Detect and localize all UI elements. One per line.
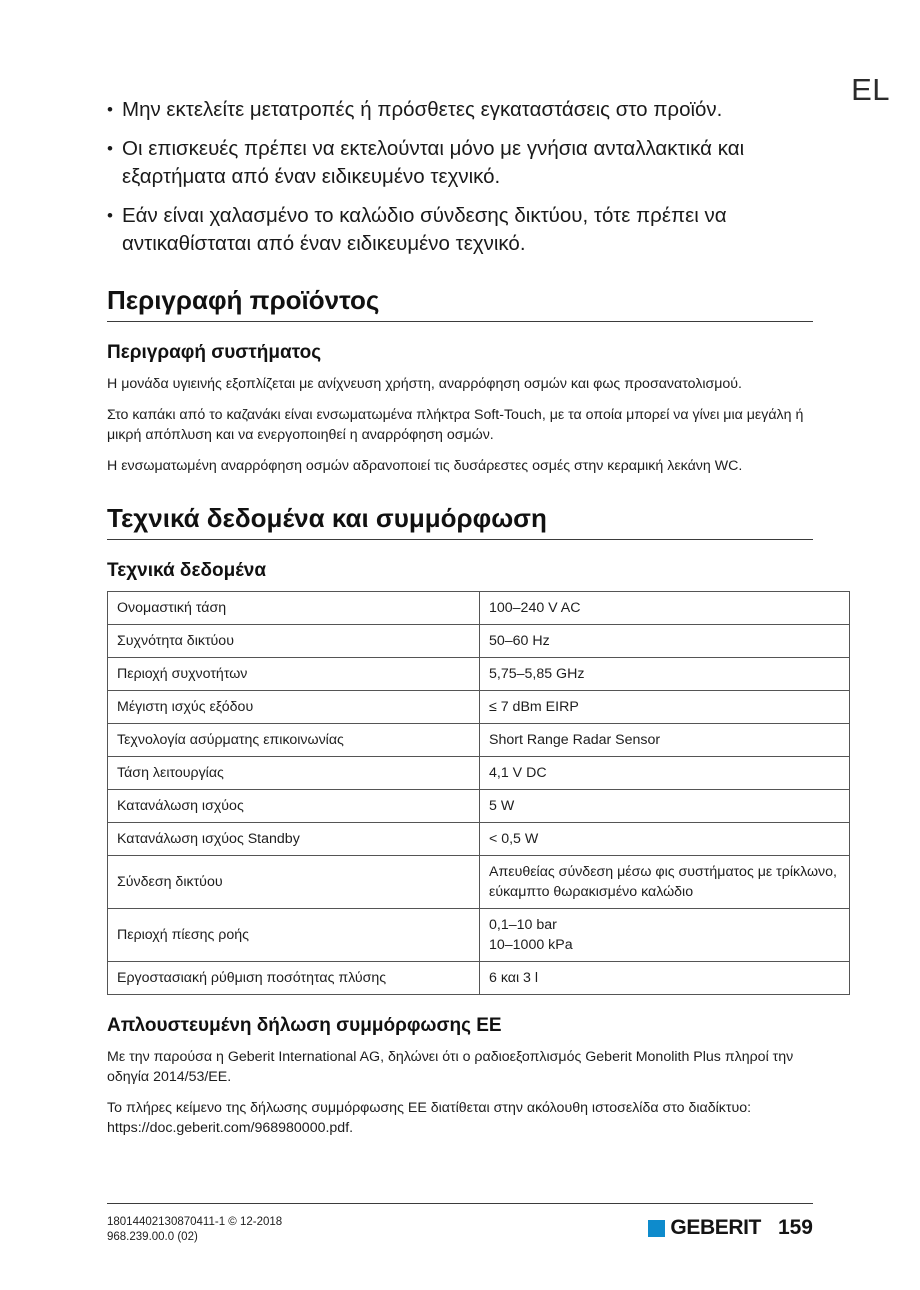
footer-document-codes <box>107 1215 282 1245</box>
table-cell-value: 4,1 V DC <box>480 757 850 790</box>
table-cell-label: Συχνότητα δικτύου <box>108 625 480 658</box>
table-cell-value: 5 W <box>480 790 850 823</box>
list-item: • Οι επισκευές πρέπει να εκτελούνται μόνο με γνήσια ανταλλακτικά και εξαρτήματα από έναν ειδικευμένο τεχνικό. <box>107 135 812 191</box>
table-row <box>108 823 850 856</box>
paragraph: Η ενσωματωμένη αναρρόφηση οσμών αδρανοποιεί τις δυσάρεστες οσμές στην κεραμική λεκάνη WC. <box>107 457 743 474</box>
section-heading-technical-data: Τεχνικά δεδομένα και συμμόρφωση <box>107 504 813 540</box>
table-cell-label: Τάση λειτουργίας <box>108 757 480 790</box>
page-number: 159 <box>777 1216 813 1239</box>
table-cell-value: 0,1–10 bar 10–1000 kPa <box>480 909 850 962</box>
table-row <box>108 658 850 691</box>
paragraph: Με την παρούσα η Geberit International AG, δηλώνει ότι ο ραδιοεξοπλισμός Geberit Monolith Plus πληροί την οδηγία 2014/53/ΕΕ. <box>107 1049 794 1086</box>
footer-brand-and-page <box>648 1215 813 1240</box>
table-cell-value: ≤ 7 dBm EIRP <box>480 691 850 724</box>
table-cell-label: Κατανάλωση ισχύος <box>108 790 480 823</box>
technical-data-table <box>107 591 850 995</box>
table-cell-label: Σύνδεση δικτύου <box>108 856 480 909</box>
footer-row <box>107 1204 813 1245</box>
table-cell-value: Απευθείας σύνδεση μέσω φις συστήματος με τρίκλωνο, εύκαμπτο θωρακισμένο καλώδιο <box>480 856 850 909</box>
table-row <box>108 790 850 823</box>
table-cell-label: Ονομαστική τάση <box>108 592 480 625</box>
table-cell-label: Εργοστασιακή ρύθμιση ποσότητας πλύσης <box>108 962 480 995</box>
list-item: • Εάν είναι χαλασμένο το καλώδιο σύνδεσης δικτύου, τότε πρέπει να αντικαθίσταται από έναν ειδικευμένο τεχνικό. <box>107 202 812 258</box>
table-cell-label: Περιοχή πίεσης ροής <box>108 909 480 962</box>
paragraph: Στο καπάκι από το καζανάκι είναι ενσωματωμένα πλήκτρα Soft-Touch, με τα οποία μπορεί να γίνει μια μεγάλη ή μικρή απόπλυση και να ενεργοποιηθεί η αναρρόφηση οσμών. <box>107 406 804 443</box>
subsection-heading-technical-data: Τεχνικά δεδομένα <box>107 559 267 581</box>
language-marker: EL <box>851 72 890 107</box>
table-cell-label: Κατανάλωση ισχύος Standby <box>108 823 480 856</box>
table-row <box>108 625 850 658</box>
table-row <box>108 592 850 625</box>
table-cell-label: Τεχνολογία ασύρματης επικοινωνίας <box>108 724 480 757</box>
table-row <box>108 757 850 790</box>
page-content <box>107 96 837 1138</box>
footer-code-line-1: 18014402130870411-1 © 12-2018 <box>107 1216 283 1228</box>
table-row <box>108 691 850 724</box>
brand-wordmark: GEBERIT <box>670 1216 761 1239</box>
table-cell-label: Μέγιστη ισχύς εξόδου <box>108 691 480 724</box>
page-footer <box>107 1203 813 1245</box>
table-row <box>108 724 850 757</box>
table-cell-label: Περιοχή συχνοτήτων <box>108 658 480 691</box>
table-cell-value: < 0,5 W <box>480 823 850 856</box>
list-item: • Μην εκτελείτε μετατροπές ή πρόσθετες εγκαταστάσεις στο προϊόν. <box>107 96 812 124</box>
subsection-heading-system-description: Περιγραφή συστήματος <box>107 341 322 363</box>
paragraph: Η μονάδα υγιεινής εξοπλίζεται με ανίχνευση χρήστη, αναρρόφηση οσμών και φως προσανατολισμού. <box>107 375 742 392</box>
footer-code-line-2: 968.239.00.0 (02) <box>107 1231 198 1243</box>
table-row <box>108 909 850 962</box>
table-body <box>108 592 850 995</box>
table-cell-value: 6 και 3 l <box>480 962 850 995</box>
brand-square-icon <box>648 1220 665 1237</box>
paragraph: Το πλήρες κείμενο της δήλωσης συμμόρφωσης ΕΕ διατίθεται στην ακόλουθη ιστοσελίδα στο διαδίκτυο: https://doc.geberit.com/968980000.pdf. <box>107 1100 752 1137</box>
table-row <box>108 962 850 995</box>
table-cell-value: 5,75–5,85 GHz <box>480 658 850 691</box>
table-cell-value: 100–240 V AC <box>480 592 850 625</box>
table-cell-value: Short Range Radar Sensor <box>480 724 850 757</box>
table-cell-value: 50–60 Hz <box>480 625 850 658</box>
geberit-logo <box>648 1216 761 1240</box>
subsection-heading-eu-declaration: Απλουστευμένη δήλωση συμμόρφωσης ΕΕ <box>107 1015 502 1037</box>
safety-bullet-list <box>107 96 813 258</box>
section-heading-product-description: Περιγραφή προϊόντος <box>107 286 813 322</box>
table-row <box>108 856 850 909</box>
